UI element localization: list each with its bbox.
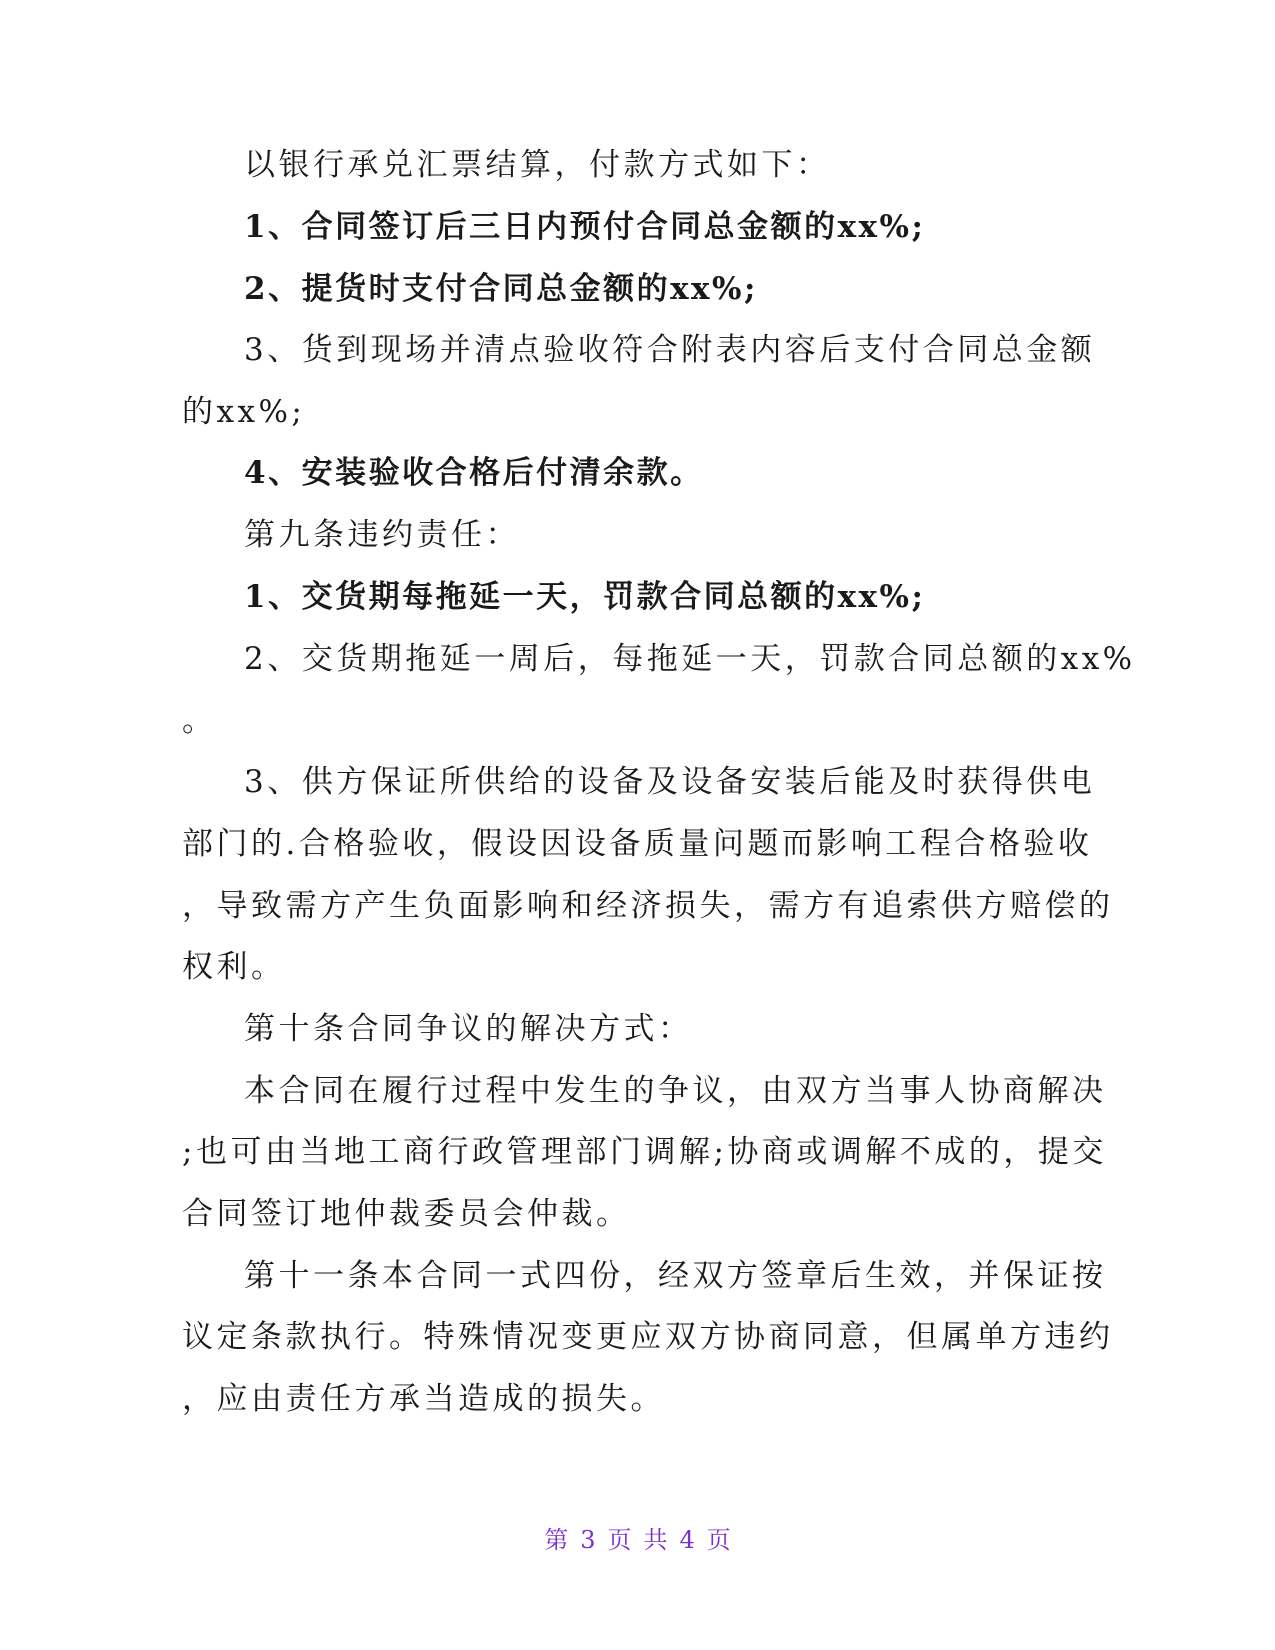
paragraph-line: 部门的.合格验收，假设因设备质量问题而影响工程合格验收 xyxy=(182,826,1093,862)
paragraph-line: 2、提货时支付合同总金额的xx%; xyxy=(244,271,758,307)
page-footer xyxy=(0,1525,1275,1555)
paragraph-line: 权利。 xyxy=(182,949,286,985)
current-page-number: 3 xyxy=(580,1526,596,1554)
paragraph-line: 第十一条本合同一式四份，经双方签章后生效，并保证按 xyxy=(244,1258,1107,1294)
total-pages-number: 4 xyxy=(679,1526,695,1554)
section-heading: 第十条合同争议的解决方式： xyxy=(244,1011,693,1047)
paragraph-line: 议定条款执行。特殊情况变更应双方协商同意，但属单方违约 xyxy=(182,1319,1114,1355)
footer-label-page: 页 xyxy=(607,1526,632,1554)
paragraph-line: 1、合同签订后三日内预付合同总金额的xx%; xyxy=(244,209,926,245)
paragraph-line: 合同签订地仲裁委员会仲裁。 xyxy=(182,1196,631,1232)
paragraph-line: 的xx%; xyxy=(182,394,306,430)
footer-label-total: 共 xyxy=(643,1526,668,1554)
paragraph-line: 3、供方保证所供给的设备及设备安装后能及时获得供电 xyxy=(244,764,1096,800)
section-heading: 第九条违约责任： xyxy=(244,517,520,553)
paragraph-line: 4、安装验收合格后付清余款。 xyxy=(244,455,704,491)
paragraph-line: 3、货到现场并清点验收符合附表内容后支付合同总金额 xyxy=(244,332,1096,368)
footer-label-prefix: 第 xyxy=(544,1526,569,1554)
paragraph-line: 1、交货期每拖延一天，罚款合同总额的xx%; xyxy=(244,579,926,615)
paragraph-line: 。 xyxy=(182,703,217,739)
paragraph-line: 2、交货期拖延一周后，每拖延一天，罚款合同总额的xx% xyxy=(244,641,1136,677)
paragraph-line: ，应由责任方承当造成的损失。 xyxy=(182,1381,665,1417)
paragraph-line: ;也可由当地工商行政管理部门调解;协商或调解不成的，提交 xyxy=(182,1134,1107,1170)
paragraph-line: 以银行承兑汇票结算，付款方式如下： xyxy=(244,147,831,183)
paragraph-line: 本合同在履行过程中发生的争议，由双方当事人协商解决 xyxy=(244,1073,1107,1109)
footer-label-page-end: 页 xyxy=(706,1526,731,1554)
paragraph-line: ，导致需方产生负面影响和经济损失，需方有追索供方赔偿的 xyxy=(182,888,1114,924)
